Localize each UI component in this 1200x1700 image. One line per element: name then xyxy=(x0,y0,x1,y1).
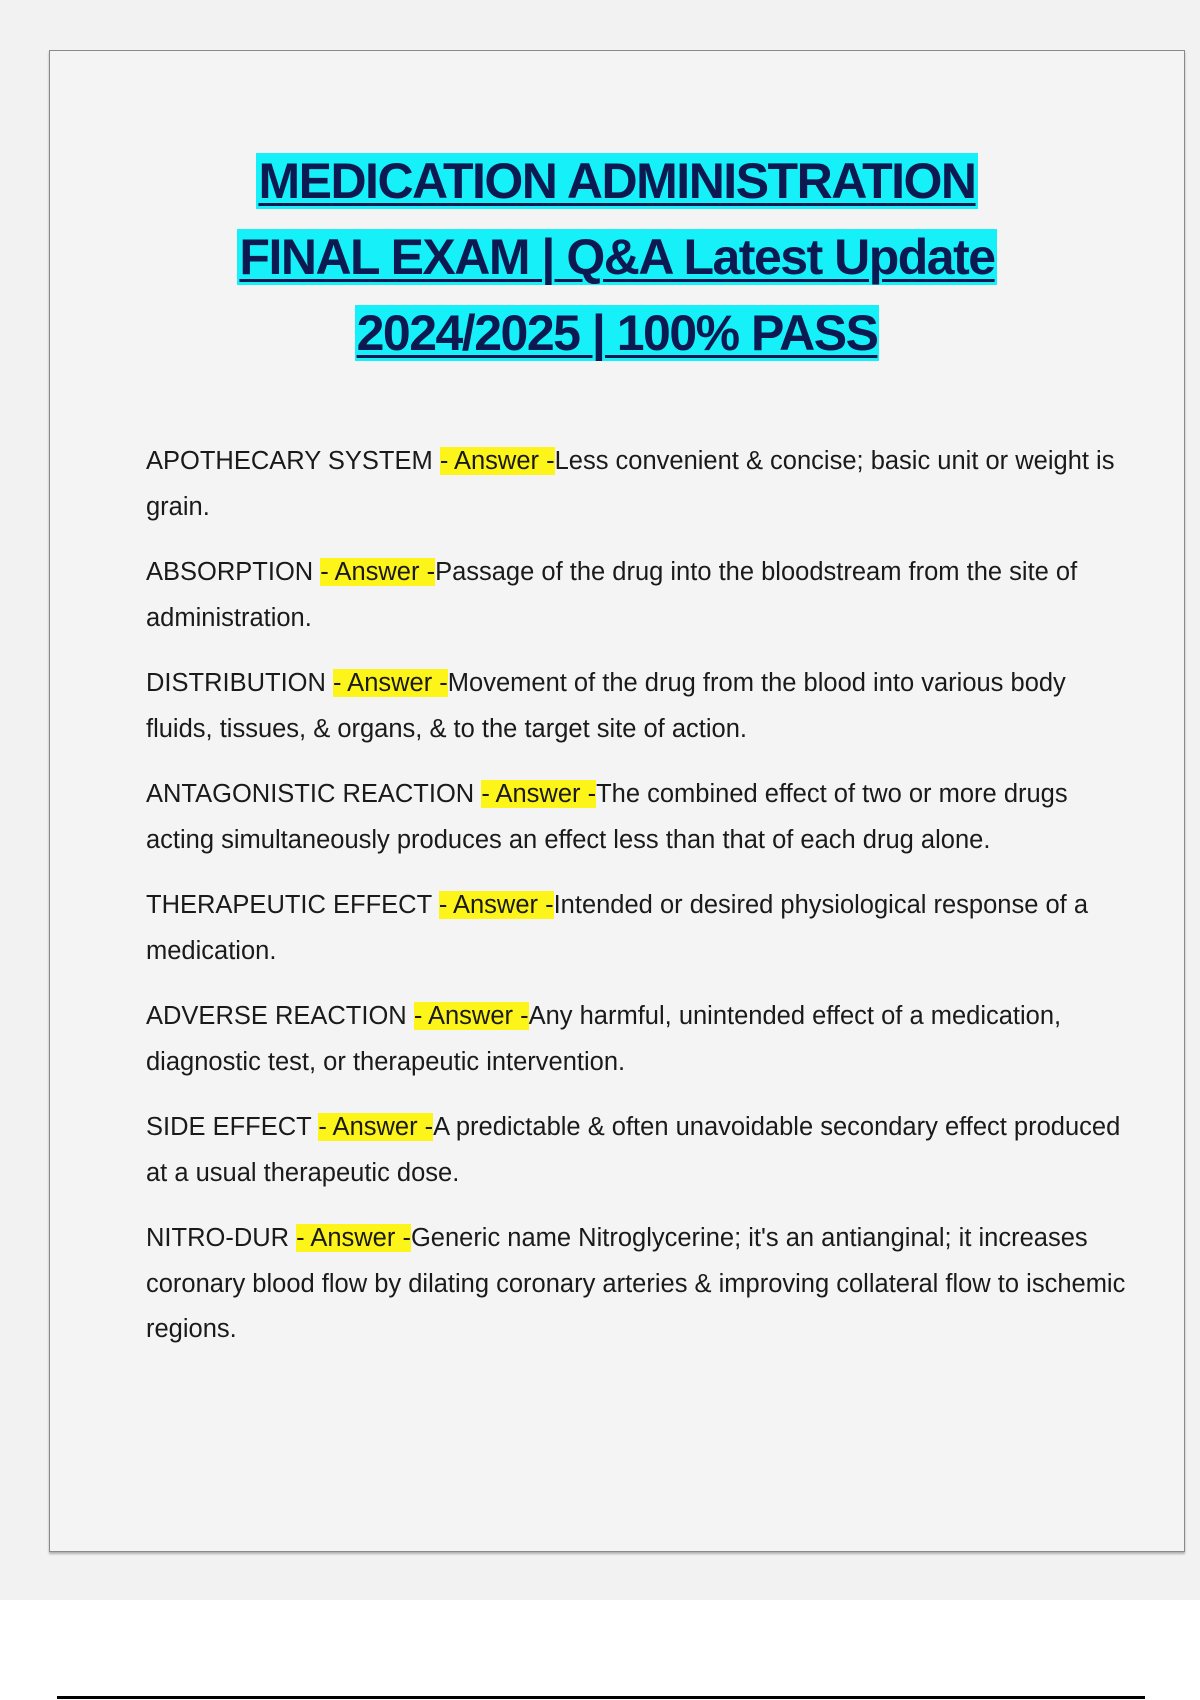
title-line: FINAL EXAM | Q&A Latest Update xyxy=(239,229,995,285)
answer-marker: - Answer - xyxy=(481,780,597,808)
definition: Intended or desired physiological response of a medication. xyxy=(146,891,1089,965)
answer-marker: - Answer - xyxy=(439,447,555,475)
term: ADVERSE REACTION xyxy=(146,1002,414,1030)
qa-entry xyxy=(146,550,1126,641)
definition: The combined effect of two or more drugs acting simultaneously produces an effect less than that of each drug alone. xyxy=(146,780,1068,854)
definition: A predictable & often unavoidable secondary effect produced at a usual therapeutic dose. xyxy=(146,1113,1121,1187)
answer-marker: - Answer - xyxy=(296,1224,411,1252)
document-page xyxy=(49,50,1185,1552)
term: NITRO-DUR xyxy=(146,1224,297,1252)
divider xyxy=(57,1696,1145,1699)
qa-entry xyxy=(146,439,1126,530)
term: SIDE EFFECT xyxy=(146,1113,319,1141)
qa-entry xyxy=(146,994,1126,1085)
title-line: MEDICATION ADMINISTRATION xyxy=(258,153,976,209)
term: ABSORPTION xyxy=(146,558,321,586)
definition: Less convenient & concise; basic unit or weight is grain. xyxy=(146,447,1115,521)
definition: Passage of the drug into the bloodstream from the site of administration. xyxy=(146,558,1078,632)
answer-marker: - Answer - xyxy=(333,669,448,697)
document-title xyxy=(50,143,1184,371)
qa-entry xyxy=(146,883,1126,974)
answer-marker: - Answer - xyxy=(413,1002,529,1030)
qa-list xyxy=(146,439,1126,1373)
qa-entry xyxy=(146,1216,1126,1353)
term: APOTHECARY SYSTEM xyxy=(146,447,440,475)
definition: Any harmful, unintended effect of a medication, diagnostic test, or therapeutic intervention. xyxy=(146,1002,1062,1076)
qa-entry xyxy=(146,1105,1126,1196)
answer-marker: - Answer - xyxy=(320,558,436,586)
term: DISTRIBUTION xyxy=(146,669,334,697)
qa-entry xyxy=(146,661,1126,752)
title-line: 2024/2025 | 100% PASS xyxy=(356,305,878,361)
definition: Movement of the drug from the blood into various body fluids, tissues, & organs, & to the target site of action. xyxy=(146,669,1066,743)
answer-marker: - Answer - xyxy=(438,891,554,919)
definition: Generic name Nitroglycerine; it's an antianginal; it increases coronary blood flow by dilating coronary arteries & improving collateral flow to ischemic regions. xyxy=(146,1224,1126,1343)
answer-marker: - Answer - xyxy=(318,1113,434,1141)
term: ANTAGONISTIC REACTION xyxy=(146,780,482,808)
qa-entry xyxy=(146,772,1126,863)
term: THERAPEUTIC EFFECT xyxy=(146,891,439,919)
